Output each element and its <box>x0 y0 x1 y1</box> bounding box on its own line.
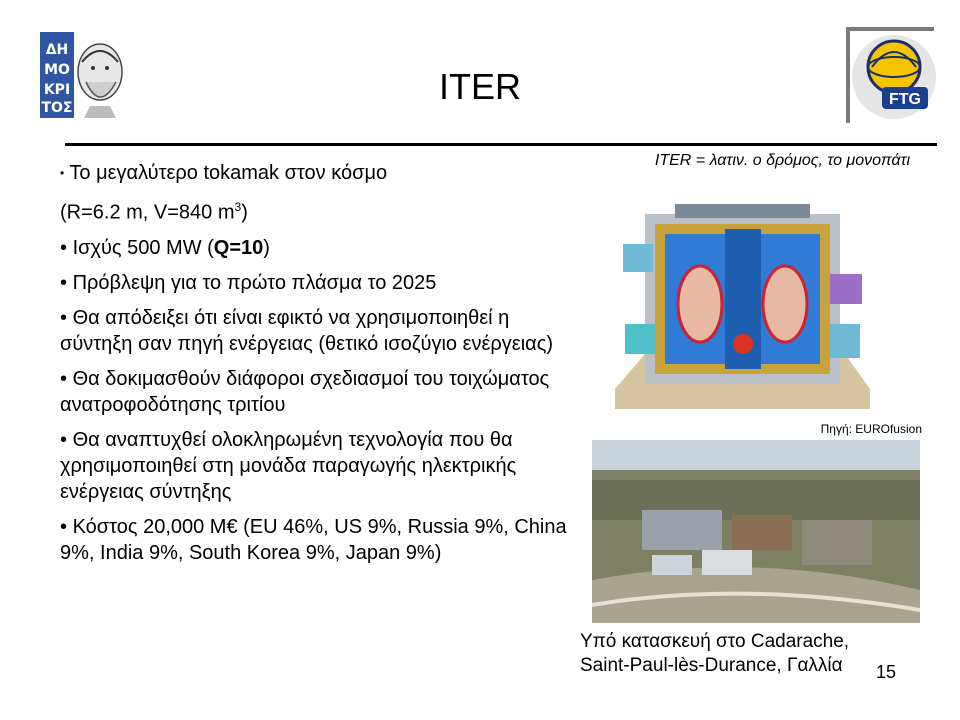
image-caption <box>580 630 920 678</box>
bullet-cost <box>60 514 575 566</box>
bullet-power <box>60 235 575 261</box>
svg-text:ΔΗ: ΔΗ <box>45 42 69 58</box>
page-title: ITER <box>438 66 521 107</box>
bullet-marker: • <box>60 236 68 259</box>
bullet-dimensions <box>60 194 575 226</box>
bullet-marker: • <box>60 515 68 538</box>
bullet-marker: • <box>60 166 65 180</box>
dimensions-text: (R=6.2 m, V=840 m <box>60 201 235 224</box>
svg-text:ΤΟΣ: ΤΟΣ <box>41 100 73 116</box>
bullet-text: Κόστος 20,000 M€ (EU 46%, US 9%, Russia 9%, China 9%, India 9%, South Korea 9%, Japan 9%) <box>60 515 567 564</box>
bullet-text-end: ) <box>263 236 270 259</box>
bullet-marker: • <box>60 428 68 451</box>
dimensions-close: ) <box>241 201 248 224</box>
svg-text:ΜΟ: ΜΟ <box>44 62 70 78</box>
bullet-tokamak <box>60 160 575 226</box>
bullet-bold: Q=10 <box>213 236 264 259</box>
construction-site-photo-icon <box>592 440 920 623</box>
image-source: Πηγή: EUROfusion <box>820 422 922 436</box>
bullet-text: Πρόβλεψη για το πρώτο πλάσμα το 2025 <box>72 271 437 294</box>
tokamak-cutaway-icon <box>615 194 870 409</box>
caption-line-1: Υπό κατασκευή στο Cadarache, <box>580 631 850 652</box>
svg-text:ΚΡΙ: ΚΡΙ <box>43 82 71 98</box>
caption-line-2: Saint-Paul-lès-Durance, Γαλλία <box>580 655 843 676</box>
bullet-marker: • <box>60 271 68 294</box>
bullet-text: Θα απόδειξει ότι είναι εφικτό να χρησιμοποιηθεί η σύντηξη σαν πηγή ενέργειας (θετικό ισοζύγιο ενέργειας) <box>60 306 554 355</box>
bullet-feasibility <box>60 305 575 357</box>
title-divider <box>65 143 937 146</box>
bullet-text: Ισχύς 500 MW ( <box>72 236 214 259</box>
bullet-technology <box>60 427 575 505</box>
bullet-marker: • <box>60 306 68 329</box>
page-number: 15 <box>876 662 897 682</box>
bullet-text: Το μεγαλύτερο tokamak στον κόσμο <box>69 162 388 184</box>
bullet-list <box>60 160 575 575</box>
etymology-note: ITER = λατιν. ο δρόμος, το μονοπάτι <box>654 152 910 169</box>
bullet-first-plasma <box>60 270 575 296</box>
svg-text:FTG: FTG <box>889 91 921 108</box>
bullet-blanket <box>60 366 575 418</box>
bullet-marker: • <box>60 367 68 390</box>
dimensions-superscript: 3 <box>234 200 242 214</box>
bullet-text: Θα δοκιμασθούν διάφοροι σχεδιασμοί του τοιχώματος ανατροφοδότησης τριτίου <box>60 367 550 416</box>
bullet-text: Θα αναπτυχθεί ολοκληρωμένη τεχνολογία που θα χρησιμοποιηθεί στη μονάδα παραγωγής ηλεκτρικής ενέργειας σύντηξης <box>60 428 517 503</box>
